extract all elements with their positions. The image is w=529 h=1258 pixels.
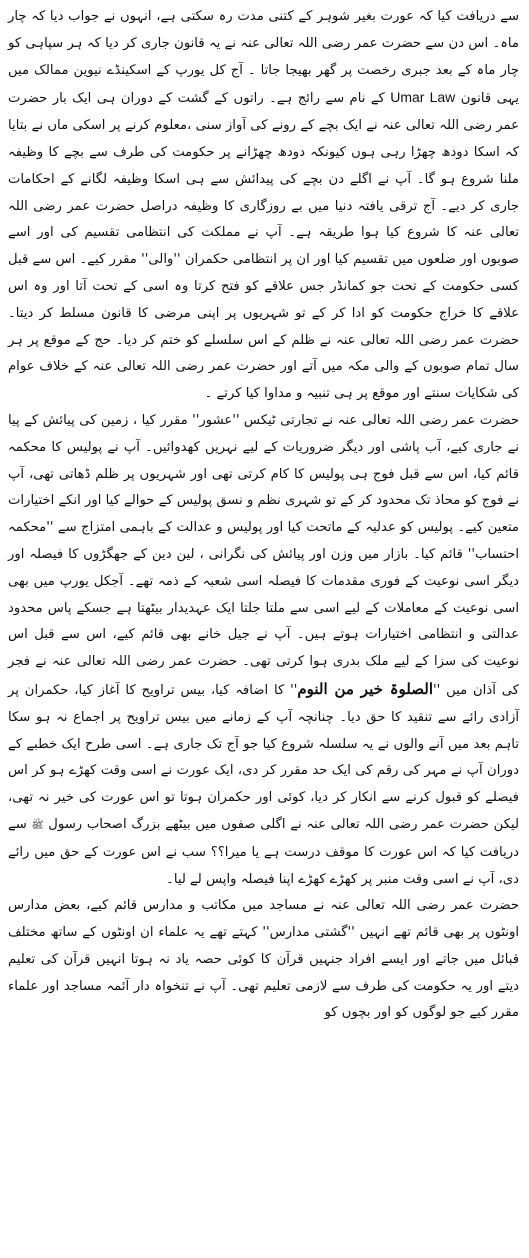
paragraph-3-text-1: حضرت عمر رضی اللہ تعالی عنہ نے مساجد میں مکاتب و مدارس قائم کیے، بعض مدارس اونٹوں پر بھی قائم تھے انہیں ''گشتی مدارس'' کہتے تھے یہ علماء ان اونٹوں کے ساتھ مختلف قبائل میں جاتے اور ایسے افراد جنہیں قرآن کا کوئی حصہ یاد نہ ہوتا انہیں قرآن کی تعلیم دیتے اور یہ حکومت کی طرف سے لازمی تعلیم تھی۔ آپ نے تنخواہ دار آئمہ مساجد اور علماء مقرر کیے جو لوگوں کو اور بچوں کو (8, 898, 519, 1021)
paragraph-3 (8, 893, 519, 1027)
paragraph-2 (8, 408, 519, 893)
paragraph-1-text-1: سے دریافت کیا کہ عورت بغیر شوہر کے کتنی مدت رہ سکتی ہے، انہوں نے جواب دیا کہ چار ماہ۔ اس دن سے حضرت عمر رضی اللہ تعالی عنہ نے یہ قانون جاری کر دیا کہ ہر سپاہی کو چار ماہ کے بعد جبری رخصت پر گھر بھیجا جاتا ۔ آج کل یورپ کے اسکینڈے نیوین ممالک میں یہی قانون (8, 9, 519, 107)
paragraph-1 (8, 4, 519, 408)
paragraph-2-text-3: سے دریافت کیا کہ اس عورت کا موقف درست ہے یا میرا؟؟ سب نے اس عورت کے حق میں رائے دی، آپ نے اسی وقت منبر پر کھڑے کھڑے اپنا فیصلہ واپس لے لیا۔ (8, 816, 519, 887)
paragraph-2-text-1: حضرت عمر رضی اللہ تعالی عنہ نے تجارتی ٹیکس ''عشور'' مقرر کیا ، زمین کی پیائش کے پیا نے جاری کیے، آب پاشی اور دیگر ضروریات کے لیے نہریں کھدوائیں۔ آپ نے پولیس کا محکمہ قائم کیا، اس سے قبل فوج ہی پولیس کا کام کرتی تھی اور شہریوں پر ظلم ڈھاتی تھی، آپ نے فوج کو محاذ تک محدود کر کے تو شہری نظم و نسق پولیس کے حوالے کیا اور انکے اختیارات متعین کیے۔ پولیس کو عدلیہ کے ماتحت کیا اور پولیس و عدالت کے باہمی امتزاج سے ''محکمہ احتساب'' قائم کیا۔ بازار میں وزن اور پیائش کی نگرانی ، لین دین کے جھگڑوں کا فیصلہ اور دیگر اسی نوعیت کے فوری مقدمات کا فیصلہ اسی شعبہ کے ذمہ تھے۔ آجکل یورپ میں بھی اسی نوعیت کے معاملات کے لیے اسی سے ملتا جلتا ایک عہدیدار بیٹھتا ہے جسکے پاس محدود عدالتی و انتظامی اختیارات ہوتے ہیں۔ آپ نے جیل خانے بھی قائم کیے، اس سے قبل اس نوعیت کی سزا کے لیے ملک بدری ہوا کرتی تھی۔ حضرت عمر رضی اللہ تعالی عنہ نے فجر کی آذان میں '' (8, 412, 519, 698)
paragraph-1-text-2: کے نام سے رائج ہے۔ راتوں کے گشت کے دوران ہی ایک بار حضرت عمر رضی اللہ تعالی عنہ نے ایک بچے کے رونے کی آواز سنی ،معلوم کرنے پر اسکی ماں نے بتایا کہ اسکا دودھ چھڑا رہی ہوں کیونکہ دودھ چھڑانے پر حکومت کی طرف سے بچے کا وظیفہ ملنا شروع ہو گا۔ آپ نے اگلے دن بچے کی پیدائش سے ہی اسکا وظیفہ لگانے کے احکامات جاری کر دیے۔ آج ترقی یافتہ دنیا میں بے روزگاری کا وظیفہ دراصل حضرت عمر رضی اللہ تعالی عنہ کا شروع کیا ہوا طریقہ ہے۔ آپ نے مملکت کی انتظامی تقسیم کی اور اسے صوبوں اور ضلعوں میں تقسیم کیا اور ان پر انتظامی حکمران ''والی'' مقرر کیے۔ اس سے قبل کسی حکومت کے تحت جو کمانڈر جس علاقے کو فتح کرتا وہ اسی کے تحت آتا اور وہ اس علاقے کا خراج حکومت کو ادا کر کے تو شہریوں پر اپنی مرضی کا قانون مسلط کر دیتا۔ حضرت عمر رضی اللہ تعالی عنہ نے ظلم کے اس سلسلے کو ختم کر دیا۔ حج کے موقع پر ہر سال تمام صوبوں کے والی مکہ میں آتے اور حضرت عمر رضی اللہ تعالی عنہ کے خلاف عوام کی شکایات سنتے اور موقع پر ہی تنبیہ و مداوا کیا کرتے ۔ (8, 91, 519, 402)
salutation-honorific: ﷺ (31, 819, 44, 831)
adhan-phrase: الصلوۃ خیر من النوم (297, 679, 433, 698)
paragraph-2-text-2: '' کا اضافہ کیا، بیس تراویح کا آغاز کیا، حکمران پر آزادی رائے سے تنقید کا حق دیا۔ چنانچہ آپ کے زمانے میں بیس تراویح پر اجماع نہ ہو سکا تاہم بعد میں آنے والوں نے یہ سلسلہ شروع کیا جو آج تک جاری ہے۔ اسی طرح ایک خطبے کے دوران آپ نے مہر کی رقم کی ایک حد مقرر کر دی، ایک عورت نے اسی وقت کھڑے ہو کر اس فیصلے کو قبول کرنے سے انکار کر دیا، کوئی اور حکمران ہوتا تو اس عورت کی خیر نہ تھی، لیکن حضرت عمر رضی اللہ تعالی عنہ نے اگلی صفوں میں بیٹھے بزرگ اصحاب رسول (8, 682, 519, 832)
umar-law-term: Umar Law (390, 89, 456, 106)
